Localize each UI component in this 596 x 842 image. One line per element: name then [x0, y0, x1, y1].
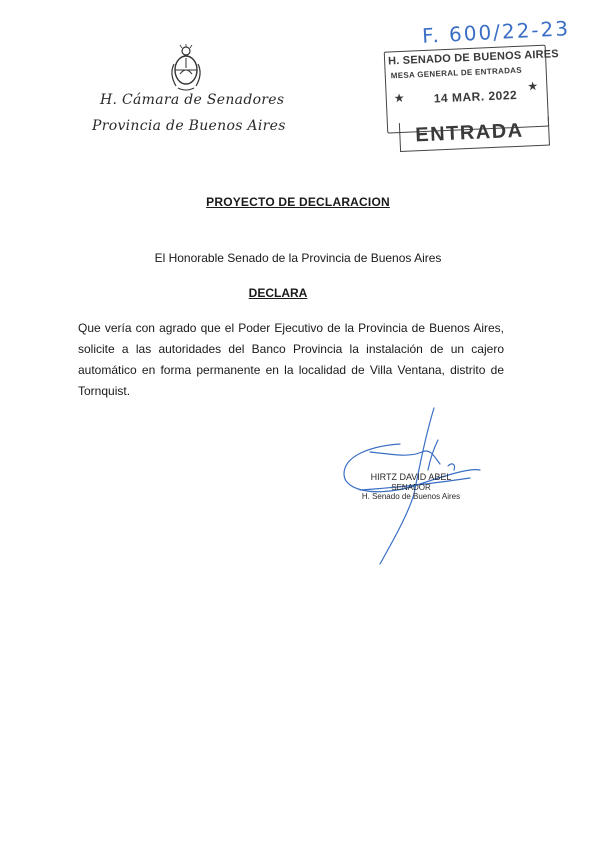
reception-stamp — [384, 44, 560, 159]
stamp-institution: H. SENADO DE BUENOS AIRES — [387, 48, 560, 68]
signer-role: SENADOR — [391, 482, 431, 492]
document-body: Que vería con agrado que el Poder Ejecutivo de la Provincia de Buenos Aires, solicite a las autoridades del Banco Provincia la instalación de un cajero automático en forma permanente en la localidad de Villa Ventana, distrito de Tornquist. — [78, 321, 504, 398]
coat-of-arms-icon — [166, 44, 206, 92]
stamp-label: ENTRADA — [414, 119, 525, 147]
letterhead-province: Provincia de Buenos Aires — [92, 118, 286, 134]
star-icon: ★ — [393, 90, 405, 106]
document-heading: DECLARA — [248, 286, 308, 300]
letterhead-chamber: H. Cámara de Senadores — [100, 92, 285, 108]
stamp-office: MESA GENERAL DE ENTRADAS — [390, 65, 523, 81]
star-icon: ★ — [527, 78, 539, 94]
signer-name: HIRTZ DAVID ABEL — [370, 472, 452, 482]
stamp-date: 14 MAR. 2022 — [433, 87, 518, 106]
signer-institution: H. Senado de Buenos Aires — [361, 492, 461, 501]
signature-block — [356, 473, 466, 502]
document-intro: El Honorable Senado de la Provincia de Buenos Aires — [154, 251, 442, 265]
document-title: PROYECTO DE DECLARACION — [206, 195, 390, 209]
file-number-annotation: F. 600/22-23 — [421, 16, 571, 48]
